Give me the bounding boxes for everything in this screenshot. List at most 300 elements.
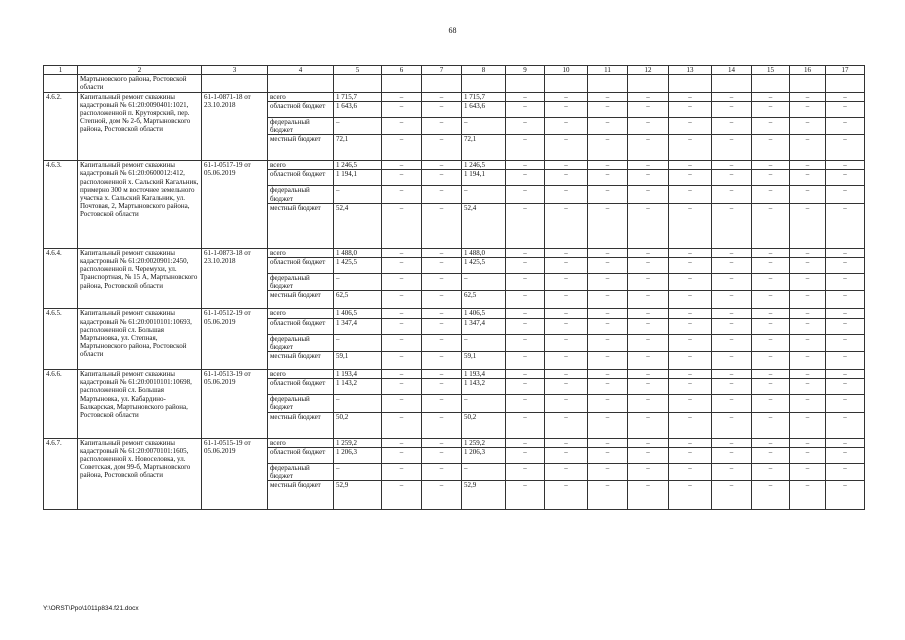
value-empty: – [628,379,669,395]
value-empty: – [826,395,865,412]
value-empty: – [752,101,790,117]
value-empty: – [669,203,712,248]
value-empty: – [506,379,545,395]
value-empty: – [669,92,712,101]
value-empty: – [628,370,669,379]
value-empty: – [628,203,669,248]
value-col7: – [422,447,462,463]
funding-source: всего [268,92,334,101]
value-col6: – [382,447,422,463]
value-empty: – [545,291,588,309]
value-empty: – [752,352,790,370]
value-empty: – [826,161,865,170]
column-number: 11 [588,66,628,75]
value-empty: – [752,309,790,318]
value-empty: – [712,318,752,334]
funding-source: всего [268,309,334,318]
value-empty: – [712,117,752,134]
value-empty: – [752,412,790,438]
value-col7: – [422,101,462,117]
value-col7: – [422,438,462,447]
value-empty: – [790,170,826,186]
value-empty: – [588,291,628,309]
value-empty: – [752,186,790,203]
value-col8: 1 488,0 [462,248,506,257]
value-total: – [334,334,382,351]
value-empty: – [628,352,669,370]
value-empty: – [669,258,712,274]
value-col8: 1 347,4 [462,318,506,334]
value-col8: 1 193,4 [462,370,506,379]
item-document: 61-1-0871-18 от 23.10.2018 [202,92,268,161]
value-empty: – [506,248,545,257]
value-col7: – [422,412,462,438]
value-empty: – [588,318,628,334]
value-empty: – [628,438,669,447]
value-empty: – [712,352,752,370]
column-number: 14 [712,66,752,75]
column-number: 1 [44,66,78,75]
value-col6: – [382,352,422,370]
value-empty: – [669,481,712,510]
value-empty: – [790,161,826,170]
value-col6: – [382,117,422,134]
value-col8: 72,1 [462,135,506,161]
value-empty: – [712,258,752,274]
value-col8: 52,4 [462,203,506,248]
value-empty: – [826,186,865,203]
value-col8: – [462,274,506,291]
value-empty: – [790,274,826,291]
value-empty: – [669,101,712,117]
value-empty: – [712,101,752,117]
value-empty: – [506,92,545,101]
item-number: 4.6.2. [44,92,78,161]
value-empty: – [506,203,545,248]
column-number: 13 [669,66,712,75]
value-empty: – [669,170,712,186]
value-empty: – [712,291,752,309]
funding-source: областной бюджет [268,170,334,186]
value-empty: – [506,447,545,463]
value-empty: – [712,186,752,203]
value-total: 1 143,2 [334,379,382,395]
value-empty: – [826,248,865,257]
value-empty: – [712,395,752,412]
value-col8: 62,5 [462,291,506,309]
item-number: 4.6.5. [44,309,78,370]
value-empty: – [545,258,588,274]
value-total: 72,1 [334,135,382,161]
value-empty: – [712,309,752,318]
value-empty: – [826,258,865,274]
value-col6: – [382,274,422,291]
value-col6: – [382,92,422,101]
funding-source: местный бюджет [268,412,334,438]
value-col6: – [382,203,422,248]
value-empty: – [790,481,826,510]
column-number: 7 [422,66,462,75]
value-empty: – [545,161,588,170]
table-row [44,161,865,170]
value-empty: – [545,352,588,370]
value-empty: – [628,170,669,186]
value-col7: – [422,291,462,309]
continuation-text: Мартыновского района, Ростовской области [78,75,202,92]
value-col7: – [422,258,462,274]
value-empty: – [669,334,712,351]
value-empty: – [752,334,790,351]
value-empty: – [545,334,588,351]
value-col6: – [382,258,422,274]
column-number: 2 [78,66,202,75]
value-empty: – [506,186,545,203]
value-empty: – [712,92,752,101]
value-empty: – [588,258,628,274]
value-empty: – [826,291,865,309]
funding-source: областной бюджет [268,318,334,334]
value-empty: – [752,463,790,480]
column-number: 4 [268,66,334,75]
item-description: Капитальный ремонт скважины кадастровый № 61:20:0010101:10698, расположенной сл. Большая Мартыновка, ул. Кабардино-Балкарская, Мартыновского района, Ростовской области [78,370,202,439]
value-empty: – [628,186,669,203]
funding-source: федеральный бюджет [268,186,334,203]
value-empty: – [826,334,865,351]
value-empty: – [712,170,752,186]
value-empty: – [669,186,712,203]
value-col6: – [382,101,422,117]
value-col8: 50,2 [462,412,506,438]
value-empty: – [628,447,669,463]
value-empty: – [669,274,712,291]
value-total: 62,5 [334,291,382,309]
value-empty: – [826,92,865,101]
value-empty: – [752,135,790,161]
value-empty: – [545,274,588,291]
funding-source: местный бюджет [268,135,334,161]
value-col6: – [382,170,422,186]
value-col8: 1 259,2 [462,438,506,447]
value-empty: – [712,248,752,257]
value-empty: – [712,161,752,170]
value-col7: – [422,481,462,510]
funding-source: всего [268,161,334,170]
value-empty: – [588,92,628,101]
funding-source: федеральный бюджет [268,117,334,134]
value-empty: – [790,334,826,351]
value-col6: – [382,291,422,309]
value-total: 1 206,3 [334,447,382,463]
item-number: 4.6.3. [44,161,78,249]
value-total: – [334,117,382,134]
item-number: 4.6.6. [44,370,78,439]
value-empty: – [628,135,669,161]
value-empty: – [826,447,865,463]
value-empty: – [790,203,826,248]
value-empty: – [545,135,588,161]
item-document: 61-1-0517-19 от 05.06.2019 [202,161,268,249]
value-empty: – [545,447,588,463]
value-empty: – [588,447,628,463]
value-empty: – [628,291,669,309]
value-col8: 1 246,5 [462,161,506,170]
value-empty: – [588,334,628,351]
value-empty: – [628,463,669,480]
column-number: 15 [752,66,790,75]
value-col8: 1 406,5 [462,309,506,318]
value-empty: – [790,135,826,161]
value-empty: – [628,412,669,438]
value-empty: – [752,481,790,510]
item-document: 61-1-0515-19 от 05.06.2019 [202,438,268,510]
value-empty: – [628,248,669,257]
value-col6: – [382,379,422,395]
column-number: 17 [826,66,865,75]
value-empty: – [506,395,545,412]
value-empty: – [790,352,826,370]
item-description: Капитальный ремонт скважины кадастровый № 61:20:0010101:10693, расположенной сл. Большая Мартыновка, ул. Степная, Мартыновского района, Ростовской области [78,309,202,370]
value-empty: – [826,438,865,447]
value-empty: – [506,309,545,318]
value-empty: – [790,101,826,117]
value-empty: – [712,379,752,395]
value-empty: – [545,186,588,203]
column-number: 3 [202,66,268,75]
value-empty: – [669,318,712,334]
value-empty: – [826,309,865,318]
value-empty: – [790,248,826,257]
value-col7: – [422,161,462,170]
value-empty: – [669,463,712,480]
value-empty: – [752,379,790,395]
value-col6: – [382,438,422,447]
value-empty: – [790,117,826,134]
value-empty: – [669,412,712,438]
value-empty: – [752,318,790,334]
value-empty: – [790,463,826,480]
value-empty: – [826,481,865,510]
value-empty: – [545,395,588,412]
value-empty: – [506,117,545,134]
column-number: 5 [334,66,382,75]
value-col6: – [382,395,422,412]
value-empty: – [826,370,865,379]
column-number: 9 [506,66,545,75]
value-col7: – [422,135,462,161]
table-row [44,438,865,447]
value-empty: – [628,101,669,117]
value-empty: – [545,438,588,447]
table-row [44,309,865,318]
value-col8: – [462,395,506,412]
value-col6: – [382,370,422,379]
funding-source: федеральный бюджет [268,395,334,412]
value-empty: – [826,117,865,134]
value-empty: – [826,170,865,186]
funding-source: местный бюджет [268,203,334,248]
funding-source: местный бюджет [268,352,334,370]
funding-source: областной бюджет [268,447,334,463]
value-total: – [334,395,382,412]
value-col6: – [382,463,422,480]
value-col6: – [382,334,422,351]
value-col7: – [422,203,462,248]
value-empty: – [669,438,712,447]
value-col7: – [422,463,462,480]
value-col7: – [422,379,462,395]
value-empty: – [588,186,628,203]
value-total: 50,2 [334,412,382,438]
value-empty: – [588,101,628,117]
funding-source: федеральный бюджет [268,334,334,351]
value-empty: – [545,309,588,318]
value-empty: – [826,412,865,438]
value-empty: – [752,170,790,186]
value-empty: – [628,334,669,351]
value-empty: – [545,101,588,117]
value-empty: – [588,463,628,480]
value-empty: – [545,92,588,101]
value-empty: – [790,412,826,438]
value-total: 1 425,5 [334,258,382,274]
value-empty: – [712,481,752,510]
item-number: 4.6.7. [44,438,78,510]
value-col6: – [382,309,422,318]
value-total: – [334,274,382,291]
value-empty: – [712,447,752,463]
value-col6: – [382,412,422,438]
table-row [44,248,865,257]
value-empty: – [790,379,826,395]
value-empty: – [790,370,826,379]
value-col8: 1 143,2 [462,379,506,395]
value-empty: – [712,438,752,447]
value-empty: – [712,334,752,351]
item-document: 61-1-0873-18 от 23.10.2018 [202,248,268,309]
value-empty: – [506,412,545,438]
column-number: 12 [628,66,669,75]
value-empty: – [752,395,790,412]
funding-source: местный бюджет [268,291,334,309]
value-col6: – [382,135,422,161]
funding-source: всего [268,438,334,447]
value-empty: – [712,412,752,438]
value-empty: – [506,291,545,309]
funding-source: областной бюджет [268,379,334,395]
value-total: 59,1 [334,352,382,370]
value-empty: – [545,412,588,438]
funding-source: областной бюджет [268,258,334,274]
value-empty: – [752,274,790,291]
value-empty: – [588,481,628,510]
value-total: 1 246,5 [334,161,382,170]
value-col8: 59,1 [462,352,506,370]
value-empty: – [669,352,712,370]
table-row [44,92,865,101]
value-col8: 1 206,3 [462,447,506,463]
value-empty: – [506,481,545,510]
value-empty: – [712,274,752,291]
value-empty: – [506,318,545,334]
funding-source: федеральный бюджет [268,463,334,480]
value-empty: – [506,438,545,447]
value-empty: – [752,203,790,248]
value-empty: – [506,135,545,161]
value-total: 1 193,4 [334,370,382,379]
value-empty: – [752,291,790,309]
value-col6: – [382,161,422,170]
value-empty: – [826,379,865,395]
value-empty: – [628,274,669,291]
value-empty: – [790,395,826,412]
value-empty: – [826,463,865,480]
value-empty: – [712,463,752,480]
value-total: 1 643,6 [334,101,382,117]
value-empty: – [588,379,628,395]
value-col8: 1 715,7 [462,92,506,101]
value-empty: – [826,203,865,248]
value-empty: – [669,161,712,170]
item-description: Капитальный ремонт скважины кадастровый № 61:20:0020901:2450, расположенной п. Черемухи, ул. Транспортная, № 15 А, Мартыновского района, Ростовской области [78,248,202,309]
value-empty: – [669,117,712,134]
value-total: 1 715,7 [334,92,382,101]
item-description: Капитальный ремонт скважины кадастровый № 61:20:0600012:412, расположенной х. Сальский Кагальник, примерно 300 м восточнее земельного участка х. Сальский Кагальник, ул. Почтовая, 2, Мартыновского района, Ростовской области [78,161,202,249]
value-empty: – [588,203,628,248]
value-empty: – [628,318,669,334]
value-empty: – [669,309,712,318]
value-col8: – [462,334,506,351]
value-empty: – [545,481,588,510]
value-empty: – [506,101,545,117]
budget-table [43,65,865,510]
value-col7: – [422,92,462,101]
value-empty: – [628,117,669,134]
value-empty: – [752,447,790,463]
value-empty: – [588,170,628,186]
value-empty: – [790,438,826,447]
value-col7: – [422,248,462,257]
value-total: 1 347,4 [334,318,382,334]
value-empty: – [545,318,588,334]
table-row [44,370,865,379]
value-empty: – [628,309,669,318]
value-empty: – [588,412,628,438]
value-col8: – [462,117,506,134]
value-empty: – [628,258,669,274]
value-empty: – [506,370,545,379]
value-empty: – [628,395,669,412]
item-document: 61-1-0513-19 от 05.06.2019 [202,370,268,439]
value-empty: – [790,92,826,101]
value-empty: – [752,161,790,170]
value-col7: – [422,395,462,412]
value-empty: – [752,370,790,379]
value-col7: – [422,309,462,318]
file-path-footer: Y:\ORST\Ppo\1011p834.f21.docx [43,605,139,612]
value-empty: – [669,395,712,412]
funding-source: федеральный бюджет [268,274,334,291]
value-empty: – [588,274,628,291]
item-document: 61-1-0512-19 от 05.06.2019 [202,309,268,370]
value-empty: – [588,161,628,170]
page-number: 68 [448,26,457,35]
value-empty: – [588,248,628,257]
header-row [44,66,865,75]
value-empty: – [588,352,628,370]
value-empty: – [588,309,628,318]
value-empty: – [506,334,545,351]
value-total: 1 259,2 [334,438,382,447]
